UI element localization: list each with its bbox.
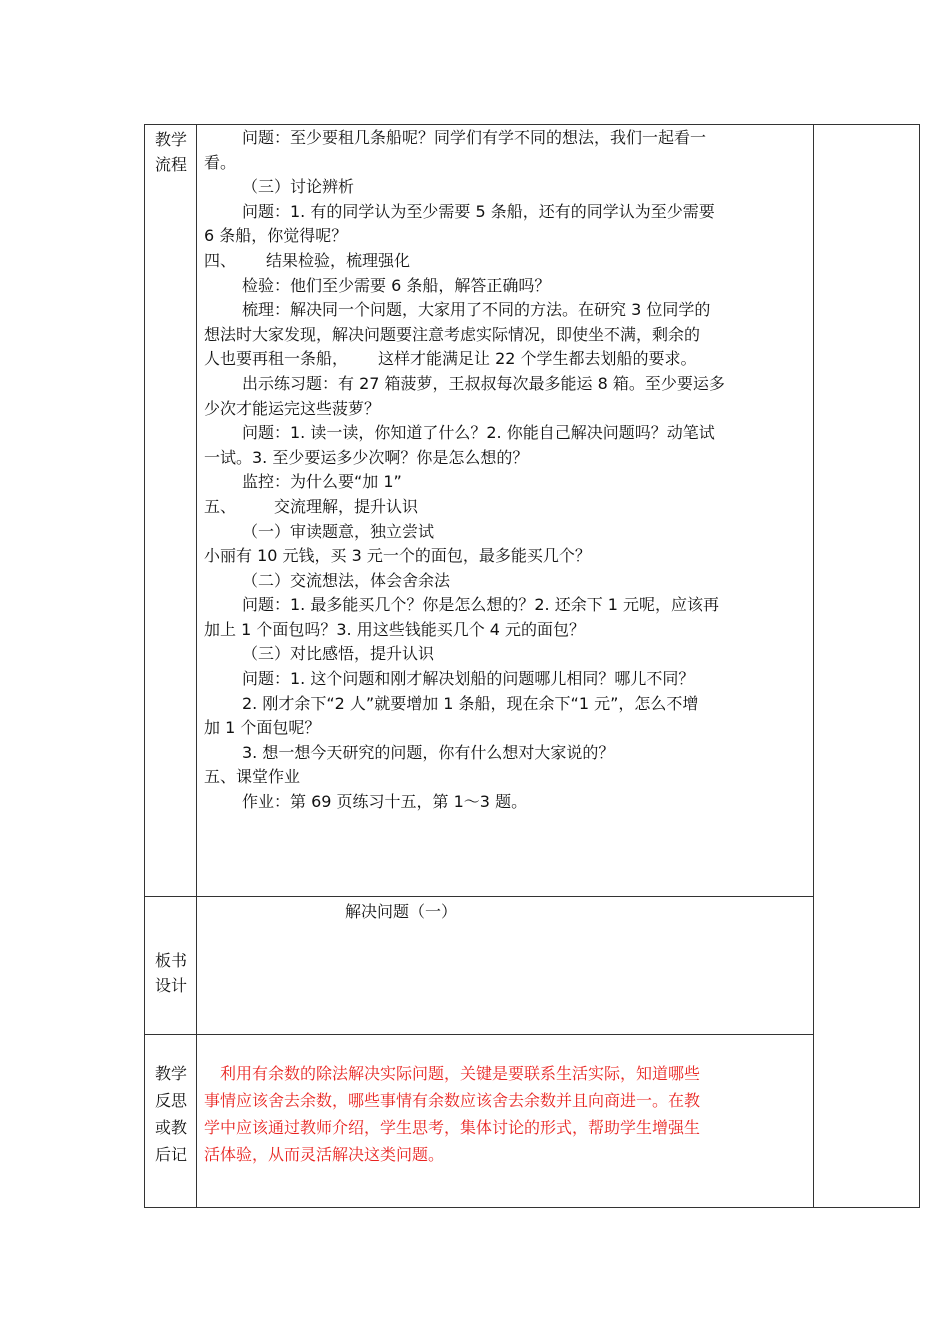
board-label: 板书 设计 [154,951,187,995]
flow-line: 加上 1 个面包吗？3. 用这些钱能买几个 4 元的面包？ [204,619,586,639]
reflection-line: 学中应该通过教师介绍，学生思考，集体讨论的形式，帮助学生增强生 [204,1118,701,1137]
reflection-content [204,1060,809,1168]
flow-line: 3. 想一想今天研究的问题，你有什么想对大家说的？ [242,742,615,762]
flow-line: 检验：他们至少需要 6 条船，解答正确吗？ [242,275,551,295]
table-top-border [144,124,920,125]
flow-line: 人也要再租一条船， 这样才能满足让 22 个学生都去划船的要求。 [204,349,697,369]
table-left-border [144,124,145,1208]
board-design-title: 解决问题（一） [345,902,458,921]
flow-line: （一）审读题意，独立尝试 [242,521,435,541]
flow-line: （二）交流想法，体会舍余法 [242,570,451,590]
teaching-flow-content [204,126,816,815]
table-right-border [919,124,920,1208]
reflection-line: 活体验，从而灵活解决这类问题。 [204,1145,445,1164]
flow-line: 2. 刚才余下“2 人”就要增加 1 条船，现在余下“1 元”，怎么不增 [242,693,699,713]
flow-line: 问题：1. 有的同学认为至少需要 5 条船，还有的同学认为至少需要 [242,201,715,221]
flow-line: 6 条船，你觉得呢？ [204,226,348,246]
reflection-line: 利用有余数的除法解决实际问题，关键是要联系生活实际，知道哪些 [220,1064,701,1083]
flow-line: （三）对比感悟，提升认识 [242,644,435,664]
flow-line: 五、 交流理解，提升认识 [204,496,419,516]
label-column-border [196,124,197,1208]
flow-line: 看。 [204,152,237,172]
flow-line: 少次才能运完这些菠萝？ [204,398,381,418]
flow-line: 问题：1. 读一读，你知道了什么？2. 你能自己解决问题吗？动笔试 [242,423,715,443]
flow-line: 问题：1. 最多能买几个？你是怎么想的？2. 还余下 1 元呢，应该再 [242,595,720,615]
flow-line: 梳理：解决同一个问题，大家用了不同的方法。在研究 3 位同学的 [242,300,711,320]
row-divider-reflection [144,1034,814,1035]
flow-label: 教学 流程 [154,130,187,174]
reflection-label: 教学 反思 或教 后记 [154,1064,187,1164]
flow-line: （三）讨论辨析 [242,177,355,197]
reflection-line: 事情应该舍去余数，哪些事情有余数应该舍去余数并且向商进一。在教 [204,1091,701,1110]
flow-line: 四、 结果检验，梳理强化 [204,250,411,270]
flow-line: 问题：至少要租几条船呢？同学们有学不同的想法，我们一起看一 [242,128,707,147]
flow-line: 想法时大家发现，解决问题要注意考虑实际情况，即使坐不满，剩余的 [204,324,701,344]
flow-line: 作业：第 69 页练习十五，第 1～3 题。 [242,792,528,812]
flow-line: 加 1 个面包呢？ [204,718,321,738]
flow-line: 监控：为什么要“加 1” [242,472,402,492]
flow-line: 小丽有 10 元钱，买 3 元一个的面包，最多能买几个？ [204,546,591,566]
table-bottom-border [144,1207,920,1208]
flow-line: 一试。3. 至少要运多少次啊？你是怎么想的？ [204,447,529,467]
flow-line: 出示练习题：有 27 箱菠萝，王叔叔每次最多能运 8 箱。至少要运多 [242,373,725,393]
row-divider-board [144,896,814,897]
flow-line: 五、课堂作业 [204,767,301,787]
flow-line: 问题：1. 这个问题和刚才解决划船的问题哪儿相同？哪儿不同？ [242,669,695,689]
